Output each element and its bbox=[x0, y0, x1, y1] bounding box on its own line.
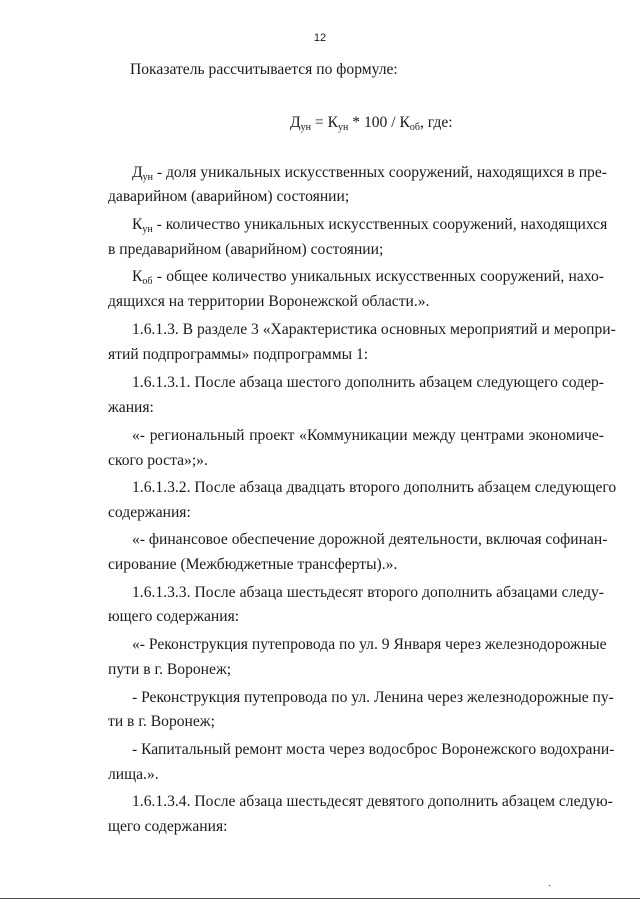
paragraph-10-line1: 1.6.1.3.4. После абзаца шестьдесят девятого дополнить абзацем следую- bbox=[132, 793, 613, 810]
formula-k2-sub: об bbox=[409, 122, 420, 133]
paragraph-8-line1: - Реконструкция путепровода по ул. Ленина через железнодорожные пу- bbox=[132, 689, 614, 706]
paragraph-6-line2: ющего содержания: bbox=[108, 608, 240, 625]
paragraph-1-line1: 1.6.1.3. В разделе 3 «Характеристика основных мероприятий и меропри- bbox=[132, 321, 616, 338]
paragraph-5-line2: сирование (Межбюджетные трансферты).». bbox=[108, 556, 398, 573]
def-k-line1 bbox=[132, 215, 608, 235]
def-d-sub: ун bbox=[142, 172, 153, 183]
paragraph-10-line2: щего содержания: bbox=[108, 818, 228, 835]
paragraph-8-line2: ти в г. Воронеж; bbox=[108, 713, 215, 730]
def-k-sub: ун bbox=[142, 224, 153, 235]
paragraph-4-line1: 1.6.1.3.2. После абзаца двадцать второго дополнить абзацем следующего bbox=[132, 479, 617, 496]
paragraph-7-line2: пути в г. Воронеж; bbox=[108, 661, 232, 678]
paragraph-6-line1: 1.6.1.3.3. После абзаца шестьдесят второго дополнить абзацами следу- bbox=[132, 584, 604, 601]
intro-line: Показатель рассчитывается по формуле: bbox=[130, 61, 398, 78]
paragraph-4-line2: содержания: bbox=[108, 504, 191, 521]
formula bbox=[290, 113, 453, 133]
paragraph-7-line1: «- Реконструкция путепровода по ул. 9 Января через железнодорожные bbox=[132, 636, 607, 653]
paragraph-3-line2: ского роста»;». bbox=[108, 452, 208, 469]
formula-tail: , где: bbox=[419, 114, 453, 131]
def-kob-line2: дящихся на территории Воронежской области.». bbox=[108, 293, 430, 310]
formula-lhs-sub: ун bbox=[300, 122, 311, 133]
page-number: 12 bbox=[313, 32, 327, 44]
def-d-text: - доля уникальных искусственных сооружений, находящихся в пре- bbox=[153, 164, 607, 181]
def-kob-sub: об bbox=[142, 276, 153, 287]
formula-eq: = К bbox=[311, 114, 338, 131]
paragraph-9-line2: лища.». bbox=[108, 766, 159, 783]
paragraph-3-line1: «- региональный проект «Коммуникации между центрами экономиче- bbox=[132, 427, 604, 444]
paragraph-2-line1: 1.6.1.3.1. После абзаца шестого дополнить абзацем следующего содер- bbox=[132, 374, 604, 391]
formula-mid: * 100 / К bbox=[348, 114, 410, 131]
paragraph-5-line1: «- финансовое обеспечение дорожной деятельности, включая софинан- bbox=[132, 531, 608, 548]
def-kob-line1 bbox=[132, 267, 604, 287]
def-d-symbol: Д bbox=[132, 164, 143, 181]
formula-k1-sub: ун bbox=[338, 122, 349, 133]
def-k-text: - количество уникальных искусственных сооружений, находящихся bbox=[152, 216, 608, 233]
def-d-line2: даварийном (аварийном) состоянии; bbox=[108, 188, 350, 205]
def-kob-symbol: К bbox=[132, 268, 143, 285]
paragraph-1-line2: ятий подпрограммы» подпрограммы 1: bbox=[108, 346, 369, 363]
paragraph-9-line1: - Капитальный ремонт моста через водосброс Воронежского водохрани- bbox=[132, 741, 615, 758]
scan-mark: ˏ bbox=[548, 876, 552, 887]
formula-lhs: Д bbox=[290, 114, 301, 131]
paragraph-2-line2: жания: bbox=[108, 399, 154, 416]
def-kob-text: - общее количество уникальных искусственных сооружений, нахо- bbox=[152, 268, 604, 285]
def-d-line1 bbox=[132, 163, 607, 183]
bottom-rule bbox=[0, 898, 640, 899]
def-k-line2: в предаварийном (аварийном) состоянии; bbox=[108, 241, 384, 258]
def-k-symbol: К bbox=[132, 216, 143, 233]
